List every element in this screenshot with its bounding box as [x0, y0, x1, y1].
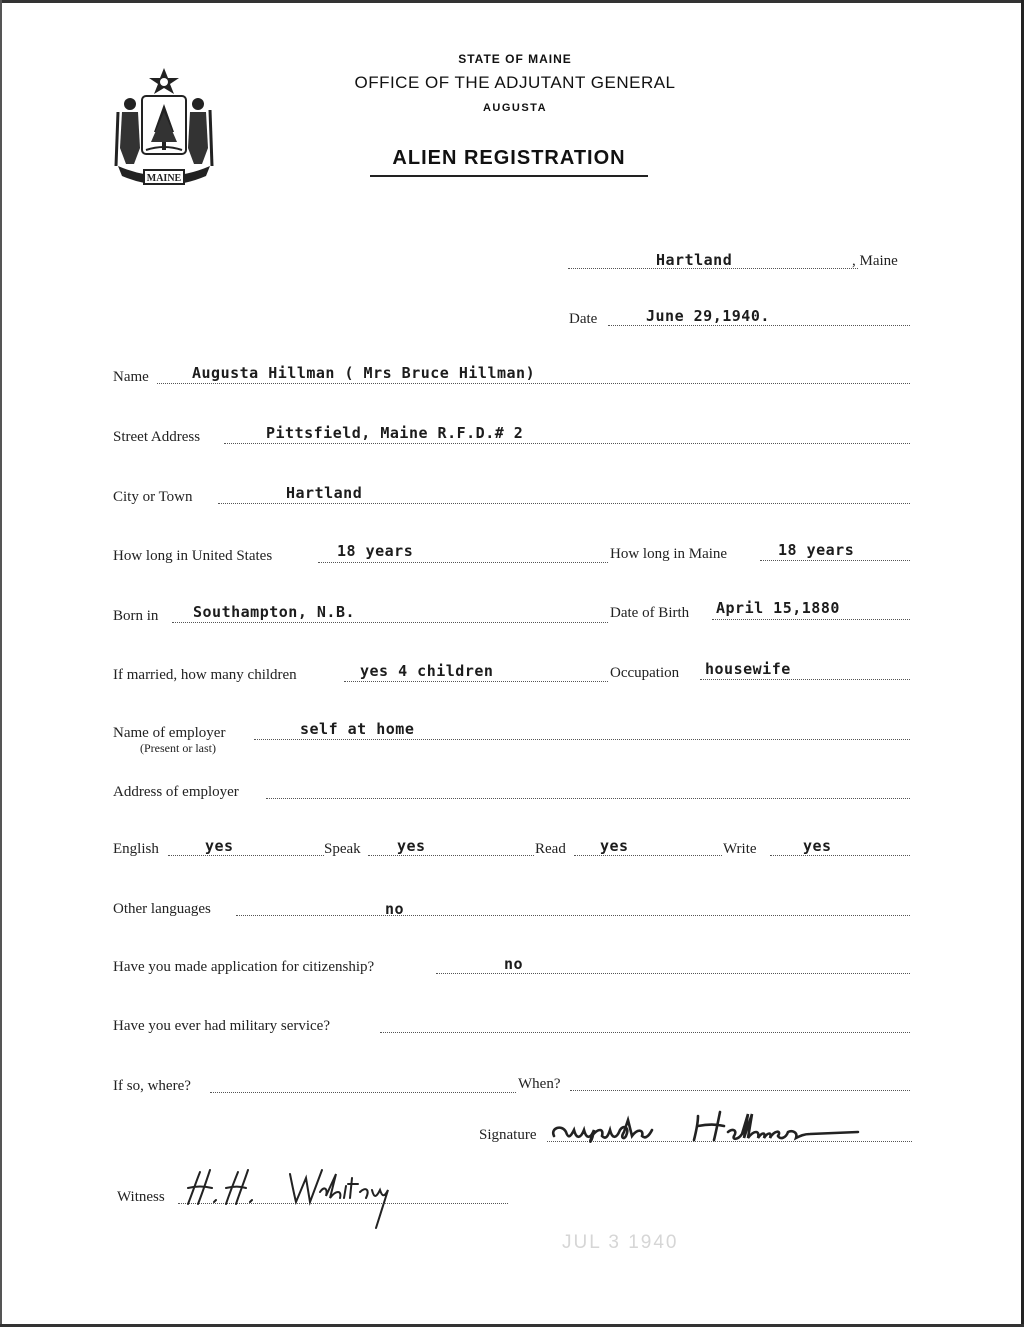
write-value: yes: [803, 837, 832, 855]
signature-handwriting: [548, 1102, 878, 1148]
when-line: [570, 1090, 910, 1091]
how-long-maine-line: [760, 560, 910, 561]
born-in-line: [172, 622, 608, 623]
children-label: If married, how many children: [113, 667, 297, 683]
street-line: [224, 443, 910, 444]
employer-address-label: Address of employer: [113, 784, 239, 800]
employer-address-line: [266, 798, 910, 799]
form-title: ALIEN REGISTRATION: [392, 147, 626, 169]
how-long-us-value: 18 years: [337, 542, 414, 560]
title-underline: [370, 175, 648, 177]
seal-text: MAINE: [146, 173, 182, 184]
military-label: Have you ever had military service?: [113, 1018, 330, 1034]
how-long-maine-label: How long in Maine: [610, 546, 728, 562]
dob-line: [712, 619, 910, 620]
how-long-maine-value: 18 years: [778, 541, 855, 559]
speak-line: [368, 855, 534, 856]
where-label: If so, where?: [113, 1078, 191, 1094]
employer-line: [254, 739, 910, 740]
military-line: [380, 1032, 910, 1033]
received-stamp: JUL 3 1940: [562, 1232, 679, 1253]
dob-label: Date of Birth: [610, 605, 690, 621]
employer-label: Name of employer: [113, 725, 226, 741]
write-label: Write: [723, 841, 757, 857]
citizenship-label: Have you made application for citizenship?: [113, 959, 375, 975]
how-long-us-label: How long in United States: [113, 548, 273, 564]
header-state: STATE OF MAINE: [458, 52, 572, 66]
read-label: Read: [535, 841, 566, 857]
city-label: City or Town: [113, 489, 193, 505]
other-languages-label: Other languages: [113, 901, 211, 917]
date-line: [608, 325, 910, 326]
city-line: [218, 503, 910, 504]
read-value: yes: [600, 837, 629, 855]
place-suffix: , Maine: [852, 253, 898, 269]
speak-label: Speak: [324, 841, 361, 857]
citizenship-value: no: [504, 955, 524, 973]
date-value: June 29,1940.: [646, 307, 770, 325]
name-value: Augusta Hillman ( Mrs Bruce Hillman): [192, 364, 536, 382]
scan-border-top: [0, 0, 1024, 3]
speak-value: yes: [397, 837, 426, 855]
how-long-us-line: [318, 562, 608, 563]
state-seal-image: [112, 66, 216, 190]
signature-label: Signature: [479, 1127, 537, 1143]
occupation-value: housewife: [705, 660, 791, 678]
witness-handwriting: [180, 1162, 430, 1232]
where-line: [210, 1092, 516, 1093]
english-value: yes: [205, 837, 234, 855]
read-line: [574, 855, 722, 856]
born-in-label: Born in: [113, 608, 159, 624]
occupation-label: Occupation: [610, 665, 680, 681]
date-label: Date: [569, 311, 598, 327]
english-line: [168, 855, 324, 856]
children-value: yes 4 children: [360, 662, 494, 680]
write-line: [770, 855, 910, 856]
english-label: English: [113, 841, 159, 857]
name-label: Name: [113, 369, 149, 385]
born-in-value: Southampton, N.B.: [193, 603, 356, 621]
citizenship-line: [436, 973, 910, 974]
employer-value: self at home: [300, 720, 415, 738]
street-value: Pittsfield, Maine R.F.D.# 2: [266, 424, 524, 442]
scan-border-left: [0, 0, 2, 1327]
city-value: Hartland: [286, 484, 363, 502]
other-languages-line: [236, 915, 910, 916]
header-office: OFFICE OF THE ADJUTANT GENERAL: [354, 73, 676, 92]
witness-label: Witness: [117, 1189, 165, 1205]
occupation-line: [700, 679, 910, 680]
employer-sublabel: (Present or last): [140, 741, 216, 755]
header-city: AUGUSTA: [482, 102, 548, 114]
other-languages-value: no: [385, 900, 405, 918]
children-line: [344, 681, 608, 682]
name-line: [157, 383, 910, 384]
street-label: Street Address: [113, 429, 201, 445]
place-value: Hartland: [656, 251, 733, 269]
dob-value: April 15,1880: [716, 599, 840, 617]
when-label: When?: [518, 1076, 561, 1092]
